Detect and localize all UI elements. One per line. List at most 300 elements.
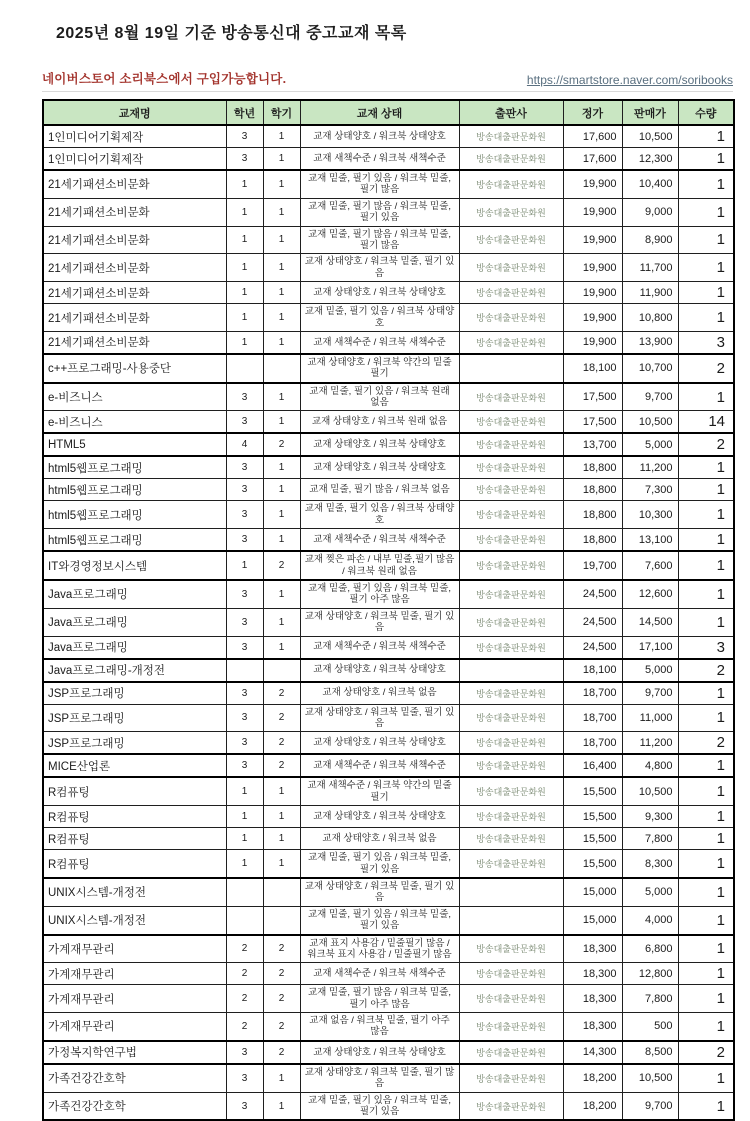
cell-semester: 1: [263, 828, 300, 850]
cell-semester: [263, 354, 300, 383]
cell-publisher: [459, 878, 563, 906]
table-row: [43, 282, 734, 304]
cell-quantity: 1: [678, 1064, 734, 1092]
header-list-price: 정가: [563, 100, 622, 125]
cell-sale-price: 14,500: [622, 608, 678, 636]
cell-book-title: R컴퓨팅: [43, 850, 226, 878]
table-row: [43, 304, 734, 332]
cell-quantity: 3: [678, 331, 734, 354]
table-row: [43, 479, 734, 501]
cell-grade: 1: [226, 551, 263, 580]
cell-semester: 1: [263, 1092, 300, 1120]
cell-quantity: 1: [678, 704, 734, 732]
cell-book-title: 21세기패션소비문화: [43, 198, 226, 226]
cell-book-title: 가족건강간호학: [43, 1064, 226, 1092]
cell-semester: 1: [263, 170, 300, 198]
cell-sale-price: 4,000: [622, 906, 678, 934]
cell-quantity: 1: [678, 125, 734, 148]
table-row: [43, 411, 734, 434]
cell-semester: [263, 659, 300, 682]
cell-grade: 3: [226, 1041, 263, 1064]
cell-list-price: 18,800: [563, 456, 622, 479]
table-row: [43, 254, 734, 282]
cell-condition: 교재 새책수준 / 워크북 약간의 밑줄필기: [300, 777, 459, 805]
cell-quantity: 1: [678, 580, 734, 608]
cell-publisher: 방송대출판문화원: [459, 1064, 563, 1092]
cell-publisher: 방송대출판문화원: [459, 479, 563, 501]
table-row: [43, 148, 734, 171]
cell-list-price: 18,300: [563, 935, 622, 963]
cell-semester: [263, 906, 300, 934]
cell-grade: 3: [226, 411, 263, 434]
header-grade: 학년: [226, 100, 263, 125]
cell-semester: 2: [263, 963, 300, 985]
cell-semester: 1: [263, 198, 300, 226]
cell-sale-price: 13,900: [622, 331, 678, 354]
cell-grade: 3: [226, 682, 263, 705]
cell-book-title: 가계재무관리: [43, 935, 226, 963]
cell-grade: 2: [226, 963, 263, 985]
cell-sale-price: 11,200: [622, 456, 678, 479]
header-publisher: 출판사: [459, 100, 563, 125]
cell-grade: 3: [226, 456, 263, 479]
cell-quantity: 1: [678, 456, 734, 479]
cell-list-price: 19,900: [563, 331, 622, 354]
cell-grade: [226, 906, 263, 934]
cell-list-price: 18,800: [563, 529, 622, 552]
cell-grade: 3: [226, 754, 263, 777]
table-row: [43, 456, 734, 479]
cell-grade: 1: [226, 850, 263, 878]
table-row: [43, 1092, 734, 1120]
table-row: [43, 906, 734, 934]
cell-grade: 1: [226, 254, 263, 282]
cell-quantity: 1: [678, 906, 734, 934]
cell-condition: 교재 상태양호 / 워크북 상태양호: [300, 456, 459, 479]
cell-publisher: 방송대출판문화원: [459, 125, 563, 148]
cell-book-title: html5웹프로그래밍: [43, 456, 226, 479]
cell-condition: 교재 상태양호 / 워크북 없음: [300, 682, 459, 705]
cell-publisher: 방송대출판문화원: [459, 501, 563, 529]
cell-semester: 1: [263, 479, 300, 501]
cell-condition: 교재 새책수준 / 워크북 새책수준: [300, 636, 459, 659]
cell-publisher: 방송대출판문화원: [459, 411, 563, 434]
cell-grade: 1: [226, 304, 263, 332]
cell-quantity: 2: [678, 1041, 734, 1064]
cell-list-price: 18,800: [563, 479, 622, 501]
cell-semester: 1: [263, 411, 300, 434]
cell-list-price: 16,400: [563, 754, 622, 777]
cell-book-title: 21세기패션소비문화: [43, 331, 226, 354]
cell-quantity: 1: [678, 170, 734, 198]
cell-semester: 1: [263, 383, 300, 411]
cell-list-price: 19,900: [563, 282, 622, 304]
table-row: [43, 331, 734, 354]
cell-quantity: 1: [678, 254, 734, 282]
header-sale-price: 판매가: [622, 100, 678, 125]
cell-sale-price: 9,700: [622, 1092, 678, 1120]
cell-quantity: 1: [678, 551, 734, 580]
store-notice: 네이버스토어 소리북스에서 구입가능합니다.: [42, 72, 287, 86]
cell-sale-price: 12,600: [622, 580, 678, 608]
cell-sale-price: 12,300: [622, 148, 678, 171]
cell-condition: 교재 상태양호 / 워크북 상태양호: [300, 433, 459, 456]
cell-condition: 교재 새책수준 / 워크북 새책수준: [300, 754, 459, 777]
cell-quantity: 1: [678, 1013, 734, 1041]
cell-condition: 교재 상태양호 / 워크북 상태양호: [300, 125, 459, 148]
cell-book-title: R컴퓨팅: [43, 806, 226, 828]
cell-grade: 1: [226, 331, 263, 354]
cell-condition: 교재 밑줄, 필기 있음 / 워크북 밑줄, 필기 있음: [300, 1092, 459, 1120]
cell-sale-price: 11,000: [622, 704, 678, 732]
cell-grade: 2: [226, 985, 263, 1013]
cell-condition: 교재 상태양호 / 워크북 없음: [300, 828, 459, 850]
cell-grade: 1: [226, 828, 263, 850]
cell-condition: 교재 상태양호 / 워크북 약간의 밑줄필기: [300, 354, 459, 383]
cell-sale-price: 12,800: [622, 963, 678, 985]
cell-book-title: 21세기패션소비문화: [43, 304, 226, 332]
cell-condition: 교재 표지 사용감 / 밑줄필기 많음 / 워크북 표지 사용감 / 밑줄필기 많음: [300, 935, 459, 963]
cell-grade: [226, 659, 263, 682]
table-row: [43, 682, 734, 705]
cell-quantity: 1: [678, 479, 734, 501]
cell-condition: 교재 상태양호 / 워크북 상태양호: [300, 806, 459, 828]
table-row: [43, 850, 734, 878]
cell-grade: 3: [226, 732, 263, 755]
cell-condition: 교재 밑줄, 필기 많음 / 워크북 밑줄, 필기 아주 많음: [300, 985, 459, 1013]
cell-list-price: 15,500: [563, 777, 622, 805]
cell-quantity: 1: [678, 777, 734, 805]
page-title: 2025년 8월 19일 기준 방송통신대 중고교재 목록: [56, 25, 407, 42]
cell-publisher: 방송대출판문화원: [459, 828, 563, 850]
cell-condition: 교재 밑줄, 필기 있음 / 워크북 밑줄, 필기 있음: [300, 850, 459, 878]
cell-condition: 교재 상태양호 / 워크북 밑줄, 필기 있음: [300, 254, 459, 282]
cell-sale-price: 9,700: [622, 383, 678, 411]
cell-quantity: 1: [678, 754, 734, 777]
cell-quantity: 3: [678, 636, 734, 659]
table-row: [43, 383, 734, 411]
cell-grade: 2: [226, 1013, 263, 1041]
cell-grade: 3: [226, 529, 263, 552]
cell-condition: 교재 밑줄, 필기 있음 / 워크북 밑줄, 필기 아주 많음: [300, 580, 459, 608]
cell-list-price: 14,300: [563, 1041, 622, 1064]
cell-sale-price: 10,500: [622, 777, 678, 805]
cell-grade: 3: [226, 580, 263, 608]
table-row: [43, 529, 734, 552]
cell-book-title: e-비즈니스: [43, 383, 226, 411]
cell-quantity: 2: [678, 354, 734, 383]
cell-list-price: 15,500: [563, 806, 622, 828]
cell-list-price: 19,900: [563, 226, 622, 254]
table-row: [43, 198, 734, 226]
cell-publisher: 방송대출판문화원: [459, 850, 563, 878]
cell-list-price: 18,100: [563, 354, 622, 383]
cell-list-price: 19,900: [563, 198, 622, 226]
cell-publisher: 방송대출판문화원: [459, 754, 563, 777]
cell-condition: 교재 상태양호 / 워크북 밑줄, 필기 많음: [300, 1064, 459, 1092]
cell-condition: 교재 밑줄, 필기 있음 / 워크북 밑줄, 필기 있음: [300, 906, 459, 934]
cell-list-price: 19,900: [563, 170, 622, 198]
cell-semester: 2: [263, 682, 300, 705]
cell-semester: 2: [263, 704, 300, 732]
cell-semester: 2: [263, 935, 300, 963]
cell-publisher: 방송대출판문화원: [459, 456, 563, 479]
cell-quantity: 1: [678, 828, 734, 850]
cell-semester: 1: [263, 148, 300, 171]
notice-row: [42, 69, 733, 92]
cell-condition: 교재 밑줄, 필기 있음 / 워크북 원래 없음: [300, 383, 459, 411]
cell-sale-price: 500: [622, 1013, 678, 1041]
cell-sale-price: 11,200: [622, 732, 678, 755]
cell-semester: 1: [263, 331, 300, 354]
cell-publisher: 방송대출판문화원: [459, 331, 563, 354]
cell-quantity: 1: [678, 282, 734, 304]
cell-condition: 교재 상태양호 / 워크북 상태양호: [300, 659, 459, 682]
cell-quantity: 1: [678, 608, 734, 636]
cell-publisher: 방송대출판문화원: [459, 636, 563, 659]
cell-grade: 2: [226, 935, 263, 963]
cell-book-title: 가족건강간호학: [43, 1092, 226, 1120]
cell-quantity: 1: [678, 304, 734, 332]
cell-quantity: 14: [678, 411, 734, 434]
cell-quantity: 1: [678, 682, 734, 705]
header-book-title: 교재명: [43, 100, 226, 125]
cell-list-price: 24,500: [563, 608, 622, 636]
cell-sale-price: 7,800: [622, 985, 678, 1013]
cell-book-title: R컴퓨팅: [43, 777, 226, 805]
cell-list-price: 19,700: [563, 551, 622, 580]
cell-quantity: 1: [678, 501, 734, 529]
cell-grade: 1: [226, 226, 263, 254]
cell-list-price: 24,500: [563, 636, 622, 659]
table-row: [43, 1013, 734, 1041]
cell-condition: 교재 새책수준 / 워크북 새책수준: [300, 963, 459, 985]
cell-publisher: 방송대출판문화원: [459, 682, 563, 705]
cell-sale-price: 10,500: [622, 411, 678, 434]
cell-publisher: 방송대출판문화원: [459, 433, 563, 456]
cell-book-title: Java프로그래밍: [43, 608, 226, 636]
table-row: [43, 659, 734, 682]
cell-grade: 3: [226, 636, 263, 659]
cell-semester: 2: [263, 1013, 300, 1041]
cell-publisher: 방송대출판문화원: [459, 383, 563, 411]
cell-book-title: Java프로그래밍: [43, 636, 226, 659]
cell-list-price: 15,500: [563, 828, 622, 850]
cell-book-title: HTML5: [43, 433, 226, 456]
cell-condition: 교재 밑줄, 필기 있음 / 워크북 상태양호: [300, 501, 459, 529]
cell-book-title: 1인미디어기획제작: [43, 148, 226, 171]
cell-list-price: 15,000: [563, 878, 622, 906]
cell-sale-price: 13,100: [622, 529, 678, 552]
cell-list-price: 19,900: [563, 304, 622, 332]
cell-list-price: 18,700: [563, 682, 622, 705]
cell-book-title: JSP프로그래밍: [43, 732, 226, 755]
cell-condition: 교재 새책수준 / 워크북 새책수준: [300, 148, 459, 171]
cell-semester: 1: [263, 456, 300, 479]
cell-book-title: 가계재무관리: [43, 963, 226, 985]
cell-condition: 교재 상태양호 / 워크북 상태양호: [300, 282, 459, 304]
cell-semester: 2: [263, 732, 300, 755]
cell-sale-price: 7,800: [622, 828, 678, 850]
table-row: [43, 806, 734, 828]
cell-list-price: 13,700: [563, 433, 622, 456]
cell-sale-price: 7,600: [622, 551, 678, 580]
cell-semester: 1: [263, 850, 300, 878]
cell-semester: 1: [263, 777, 300, 805]
cell-list-price: 18,100: [563, 659, 622, 682]
cell-grade: 1: [226, 170, 263, 198]
cell-publisher: 방송대출판문화원: [459, 963, 563, 985]
table-row: [43, 1041, 734, 1064]
cell-grade: 4: [226, 433, 263, 456]
cell-sale-price: 10,500: [622, 1064, 678, 1092]
cell-sale-price: 4,800: [622, 754, 678, 777]
cell-book-title: 21세기패션소비문화: [43, 254, 226, 282]
cell-quantity: 2: [678, 732, 734, 755]
cell-semester: 2: [263, 985, 300, 1013]
cell-publisher: 방송대출판문화원: [459, 304, 563, 332]
cell-book-title: JSP프로그래밍: [43, 682, 226, 705]
cell-list-price: 17,600: [563, 148, 622, 171]
cell-list-price: 18,300: [563, 963, 622, 985]
cell-sale-price: 11,900: [622, 282, 678, 304]
cell-publisher: 방송대출판문화원: [459, 704, 563, 732]
cell-grade: 3: [226, 704, 263, 732]
cell-semester: 1: [263, 636, 300, 659]
cell-publisher: [459, 906, 563, 934]
cell-condition: 교재 없음 / 워크북 밑줄, 필기 아주 많음: [300, 1013, 459, 1041]
cell-semester: 2: [263, 551, 300, 580]
cell-sale-price: 6,800: [622, 935, 678, 963]
cell-semester: 1: [263, 806, 300, 828]
cell-sale-price: 8,900: [622, 226, 678, 254]
cell-semester: 1: [263, 529, 300, 552]
cell-semester: 1: [263, 501, 300, 529]
cell-grade: 1: [226, 198, 263, 226]
table-row: [43, 777, 734, 805]
cell-book-title: IT와경영정보시스템: [43, 551, 226, 580]
cell-book-title: 가계재무관리: [43, 1013, 226, 1041]
cell-sale-price: 5,000: [622, 659, 678, 682]
cell-grade: 3: [226, 1092, 263, 1120]
cell-list-price: 19,900: [563, 254, 622, 282]
cell-quantity: 1: [678, 198, 734, 226]
cell-publisher: 방송대출판문화원: [459, 529, 563, 552]
cell-book-title: html5웹프로그래밍: [43, 501, 226, 529]
table-row: [43, 985, 734, 1013]
cell-condition: 교재 밑줄, 필기 있음 / 워크북 상태양호: [300, 304, 459, 332]
table-row: [43, 433, 734, 456]
cell-condition: 교재 밑줄, 필기 많음 / 워크북 밑줄, 필기 있음: [300, 198, 459, 226]
cell-sale-price: 9,300: [622, 806, 678, 828]
cell-book-title: MICE산업론: [43, 754, 226, 777]
cell-book-title: 가정복지학연구법: [43, 1041, 226, 1064]
cell-quantity: 1: [678, 806, 734, 828]
cell-grade: 3: [226, 1064, 263, 1092]
cell-condition: 교재 상태양호 / 워크북 밑줄, 필기 있음: [300, 704, 459, 732]
cell-book-title: 1인미디어기획제작: [43, 125, 226, 148]
cell-grade: 3: [226, 383, 263, 411]
cell-quantity: 1: [678, 878, 734, 906]
cell-sale-price: 10,300: [622, 501, 678, 529]
header-condition: 교재 상태: [300, 100, 459, 125]
cell-book-title: R컴퓨팅: [43, 828, 226, 850]
cell-quantity: 2: [678, 433, 734, 456]
cell-sale-price: 9,000: [622, 198, 678, 226]
cell-publisher: 방송대출판문화원: [459, 732, 563, 755]
cell-book-title: e-비즈니스: [43, 411, 226, 434]
cell-semester: 1: [263, 1064, 300, 1092]
cell-sale-price: 5,000: [622, 433, 678, 456]
cell-quantity: 1: [678, 935, 734, 963]
cell-list-price: 15,000: [563, 906, 622, 934]
table-row: [43, 226, 734, 254]
table-row: [43, 732, 734, 755]
table-row: [43, 580, 734, 608]
cell-publisher: 방송대출판문화원: [459, 1092, 563, 1120]
cell-grade: 3: [226, 608, 263, 636]
table-row: [43, 704, 734, 732]
cell-publisher: 방송대출판문화원: [459, 148, 563, 171]
cell-semester: 1: [263, 282, 300, 304]
store-link[interactable]: https://smartstore.naver.com/soribooks: [526, 73, 733, 87]
cell-condition: 교재 밑줄, 필기 많음 / 워크북 밑줄, 필기 많음: [300, 226, 459, 254]
cell-condition: 교재 찢은 파손 / 내부 밑줄,필기 많음 / 워크북 원래 없음: [300, 551, 459, 580]
table-row: [43, 125, 734, 148]
table-row: [43, 935, 734, 963]
cell-publisher: 방송대출판문화원: [459, 806, 563, 828]
table-row: [43, 501, 734, 529]
cell-publisher: 방송대출판문화원: [459, 198, 563, 226]
cell-sale-price: 8,300: [622, 850, 678, 878]
cell-book-title: Java프로그래밍: [43, 580, 226, 608]
table-row: [43, 878, 734, 906]
cell-sale-price: 11,700: [622, 254, 678, 282]
table-row: [43, 754, 734, 777]
cell-list-price: 18,300: [563, 1013, 622, 1041]
cell-semester: 1: [263, 608, 300, 636]
table-row: [43, 170, 734, 198]
cell-sale-price: 10,400: [622, 170, 678, 198]
cell-list-price: 15,500: [563, 850, 622, 878]
cell-condition: 교재 상태양호 / 워크북 밑줄, 필기 있음: [300, 878, 459, 906]
cell-condition: 교재 밑줄, 필기 많음 / 워크북 없음: [300, 479, 459, 501]
cell-sale-price: 10,800: [622, 304, 678, 332]
cell-publisher: 방송대출판문화원: [459, 170, 563, 198]
cell-grade: 3: [226, 479, 263, 501]
cell-quantity: 1: [678, 850, 734, 878]
cell-publisher: 방송대출판문화원: [459, 254, 563, 282]
cell-condition: 교재 상태양호 / 워크북 밑줄, 필기 있음: [300, 608, 459, 636]
cell-book-title: html5웹프로그래밍: [43, 529, 226, 552]
cell-list-price: 17,600: [563, 125, 622, 148]
cell-grade: 3: [226, 148, 263, 171]
cell-sale-price: 9,700: [622, 682, 678, 705]
cell-book-title: 21세기패션소비문화: [43, 170, 226, 198]
cell-list-price: 24,500: [563, 580, 622, 608]
cell-semester: 2: [263, 433, 300, 456]
cell-sale-price: 8,500: [622, 1041, 678, 1064]
cell-condition: 교재 상태양호 / 워크북 원래 없음: [300, 411, 459, 434]
cell-quantity: 1: [678, 383, 734, 411]
table-row: [43, 636, 734, 659]
cell-publisher: 방송대출판문화원: [459, 551, 563, 580]
table-header-row: [43, 100, 734, 125]
cell-list-price: 18,200: [563, 1092, 622, 1120]
cell-semester: 1: [263, 226, 300, 254]
header-quantity: 수량: [678, 100, 734, 125]
cell-semester: [263, 878, 300, 906]
